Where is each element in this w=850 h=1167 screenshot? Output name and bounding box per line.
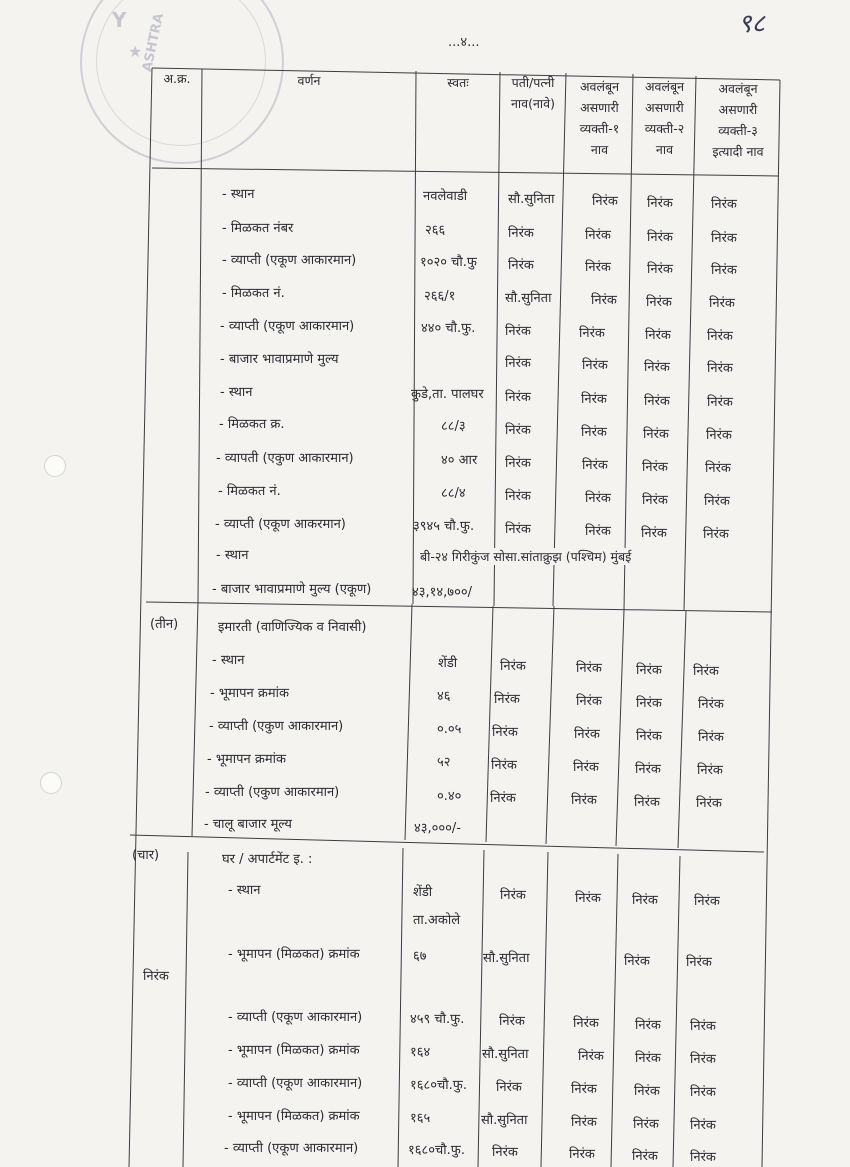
sec4-row-3-dep3: निरंक bbox=[690, 1019, 716, 1034]
sec2-row-5-dep1: निरंक bbox=[579, 326, 605, 341]
sec2-row-5-desc: - व्याप्ती (एकूण आकारमान) bbox=[220, 319, 355, 334]
sec2-row-11-spouse: निरंक bbox=[505, 522, 531, 537]
col-header-spouse: पती/पत्नी नाव(नावे) bbox=[510, 75, 555, 111]
sec3-row-6-self: ४३,०००/- bbox=[414, 821, 462, 836]
sec4-row-4-dep3: निरंक bbox=[690, 1052, 716, 1067]
sec3-row-3-desc: - व्याप्ती (एकुण आकारमान) bbox=[209, 719, 344, 734]
sec4-row-1-spouse: निरंक bbox=[500, 888, 526, 903]
sec4-row-3-dep2: निरंक bbox=[635, 1018, 661, 1033]
sec2-row-5-spouse: निरंक bbox=[505, 324, 531, 339]
sec4-row-6-desc: - भूमापन (मिळकत) क्रमांक bbox=[228, 1109, 360, 1124]
sec3-row-5-dep2: निरंक bbox=[634, 795, 660, 810]
sec3-row-5-dep1: निरंक bbox=[571, 793, 597, 808]
sec2-row-4-desc: - मिळकत नं. bbox=[222, 286, 285, 301]
sec2-row-6-dep1: निरंक bbox=[582, 358, 608, 373]
sec2-row-8-self: ८८/३ bbox=[441, 419, 466, 434]
sec4-row-7-dep1: निरंक bbox=[569, 1147, 595, 1162]
sec4-row-4-self: १६४ bbox=[410, 1045, 431, 1060]
sec2-row-4-dep1: निरंक bbox=[591, 293, 617, 308]
sec2-row-4-self: २६६/१ bbox=[424, 289, 456, 304]
sec3-row-2-dep1: निरंक bbox=[576, 694, 602, 709]
sec2-row-12-self: बी-२४ गिरीकुंज सोसा.सांताक्रुझ (पश्चिम) मुंबई bbox=[420, 549, 632, 564]
sec4-row-1-dep1: निरंक bbox=[575, 891, 601, 906]
sec2-row-2-desc: - मिळकत नंबर bbox=[222, 221, 294, 236]
sec2-row-9-dep3: निरंक bbox=[705, 461, 731, 476]
sec4-row-5-spouse: निरंक bbox=[496, 1080, 522, 1095]
sec4-row-5-dep1: निरंक bbox=[571, 1082, 597, 1097]
sec3-row-3-dep1: निरंक bbox=[574, 727, 600, 742]
sec2-row-1-desc: - स्थान bbox=[222, 187, 255, 202]
sec2-row-3-self: १०२० चौ.फु bbox=[420, 255, 477, 270]
sec4-row-6-dep1: निरंक bbox=[571, 1115, 597, 1130]
sec4-row-7-spouse: निरंक bbox=[492, 1145, 518, 1160]
sec3-row-1-dep3: निरंक bbox=[693, 664, 719, 679]
sec4-row-1-desc: - स्थान bbox=[228, 883, 261, 898]
sec2-row-7-dep1: निरंक bbox=[581, 392, 607, 407]
sec4-row-2-self: ६७ bbox=[413, 949, 427, 964]
sec2-row-2-dep3: निरंक bbox=[711, 231, 737, 246]
sec3-row-4-desc: - भूमापन क्रमांक bbox=[207, 752, 286, 767]
sec4-row-2-dep3: निरंक bbox=[686, 955, 712, 970]
sec3-row-1-dep2: निरंक bbox=[636, 663, 662, 678]
col-header-serial: अ.क्र. bbox=[163, 71, 191, 86]
sec2-row-10-dep2: निरंक bbox=[642, 493, 668, 508]
sec4-row-1-self-line2: ता.अकोले bbox=[413, 913, 461, 928]
sec3-row-3-self: ०.०५ bbox=[437, 722, 462, 737]
sec2-row-13-self: ४३,१४,७००/ bbox=[412, 585, 472, 600]
sec4-row-3-dep1: निरंक bbox=[573, 1016, 599, 1031]
sec2-row-10-dep1: निरंक bbox=[585, 491, 611, 506]
sec4-row-5-self: १६८०चौ.फु. bbox=[410, 1078, 467, 1093]
sec2-row-11-dep1: निरंक bbox=[585, 524, 611, 539]
sec3-row-2-spouse: निरंक bbox=[494, 692, 520, 707]
sec3-row-4-dep3: निरंक bbox=[697, 763, 723, 778]
sec3-row-5-self: ०.४० bbox=[437, 789, 462, 804]
sec3-row-4-dep2: निरंक bbox=[635, 762, 661, 777]
sec3-row-1-dep1: निरंक bbox=[576, 661, 602, 676]
sec2-row-7-self: कुडे,ता. पालघर bbox=[411, 387, 484, 402]
sec2-row-1-spouse: सौ.सुनिता bbox=[508, 192, 555, 207]
sec2-row-1-dep1: निरंक bbox=[592, 194, 618, 209]
sec3-row-1-self: शेंडी bbox=[438, 656, 458, 671]
sec2-row-1-dep2: निरंक bbox=[647, 196, 673, 211]
sec2-row-6-spouse: निरंक bbox=[505, 356, 531, 371]
sec2-row-3-spouse: निरंक bbox=[508, 258, 534, 273]
sec4-row-5-dep3: निरंक bbox=[690, 1085, 716, 1100]
sec2-row-8-spouse: निरंक bbox=[505, 423, 531, 438]
sec2-row-7-spouse: निरंक bbox=[505, 390, 531, 405]
sec3-number: (तीन) bbox=[150, 617, 179, 632]
sec2-row-9-dep2: निरंक bbox=[642, 460, 668, 475]
sec2-row-11-dep2: निरंक bbox=[641, 526, 667, 541]
sec2-row-8-dep3: निरंक bbox=[706, 428, 732, 443]
sec2-row-9-self: ४० आर bbox=[441, 453, 478, 468]
sec2-row-4-spouse: सौ.सुनिता bbox=[505, 291, 552, 306]
col-header-dependent-2: अवलंबून असणारी व्यक्ती-२ नाव bbox=[644, 79, 685, 157]
col-header-description: वर्णन bbox=[297, 73, 321, 88]
page-number: ...४... bbox=[448, 35, 480, 50]
sec2-row-5-self: ४४० चौ.फु. bbox=[421, 321, 476, 336]
sec3-row-3-dep2: निरंक bbox=[636, 729, 662, 744]
sec4-number: (चार) bbox=[132, 848, 160, 863]
sec3-row-4-dep1: निरंक bbox=[573, 760, 599, 775]
sec2-row-3-dep1: निरंक bbox=[585, 260, 611, 275]
sec4-title: घर / अपार्टमेंट इ. : bbox=[222, 852, 313, 867]
sec2-row-11-desc: - व्याप्ती (एकूण आकरमान) bbox=[215, 517, 346, 532]
sec2-row-9-dep1: निरंक bbox=[582, 458, 608, 473]
sec3-row-5-desc: - व्याप्ती (एकुण आकारमान) bbox=[205, 785, 340, 800]
seal-star-icon: ★ bbox=[128, 42, 143, 61]
sec2-row-11-dep3: निरंक bbox=[703, 527, 729, 542]
sec4-row-1-dep3: निरंक bbox=[694, 894, 720, 909]
sec3-row-3-dep3: निरंक bbox=[698, 730, 724, 745]
sec3-row-5-dep3: निरंक bbox=[696, 796, 722, 811]
seal-text: ASHTRA bbox=[140, 12, 167, 74]
sec4-row-3-self: ४५९ चौ.फु. bbox=[410, 1012, 465, 1027]
sec2-row-10-dep3: निरंक bbox=[704, 494, 730, 509]
sec2-row-6-desc: - बाजार भावाप्रमाणे मुल्य bbox=[220, 352, 339, 367]
sec2-row-2-dep2: निरंक bbox=[647, 230, 673, 245]
sec4-row-6-spouse: सौ.सुनिता bbox=[481, 1113, 528, 1128]
sec4-row-4-dep2: निरंक bbox=[635, 1051, 661, 1066]
sec3-row-1-spouse: निरंक bbox=[500, 659, 526, 674]
sec2-row-8-desc: - मिळकत क्र. bbox=[219, 417, 285, 432]
sec4-row-1-self: शेंडी bbox=[413, 885, 433, 900]
sec2-row-13-desc: - बाजार भावाप्रमाणे मुल्य (एकूण) bbox=[212, 582, 372, 597]
sec2-row-5-dep3: निरंक bbox=[707, 329, 733, 344]
sec2-row-9-desc: - व्यापती (एकुण आकारमान) bbox=[216, 451, 354, 466]
sec4-row-6-dep3: निरंक bbox=[690, 1118, 716, 1133]
sec4-row-3-desc: - व्याप्ती (एकूण आकारमान) bbox=[228, 1010, 363, 1025]
sec3-row-4-self: ५२ bbox=[437, 755, 451, 770]
sec2-row-11-self: ३९४५ चौ.फु. bbox=[413, 519, 475, 534]
sec2-row-7-desc: - स्थान bbox=[220, 385, 253, 400]
sec2-row-1-dep3: निरंक bbox=[711, 197, 737, 212]
sec3-row-4-spouse: निरंक bbox=[491, 758, 517, 773]
sec2-row-10-desc: - मिळकत नं. bbox=[218, 484, 281, 499]
sec2-row-9-spouse: निरंक bbox=[505, 456, 531, 471]
sec4-row-2-dep2: निरंक bbox=[624, 954, 650, 969]
sec4-row-7-self: १६८०चौ.फु. bbox=[408, 1143, 465, 1158]
sec2-row-2-dep1: निरंक bbox=[585, 228, 611, 243]
sec2-row-1-self: नवलेवाडी bbox=[423, 189, 468, 204]
sec3-row-5-spouse: निरंक bbox=[490, 791, 516, 806]
sec2-row-3-dep2: निरंक bbox=[647, 262, 673, 277]
col-header-self: स्वतः bbox=[447, 75, 469, 90]
sec2-row-5-dep2: निरंक bbox=[645, 328, 671, 343]
sec3-row-2-desc: - भूमापन क्रमांक bbox=[210, 686, 289, 701]
sec2-row-10-self: ८८/४ bbox=[441, 486, 466, 501]
sec4-row-7-dep2: निरंक bbox=[632, 1149, 658, 1164]
sec4-row-6-self: १६५ bbox=[410, 1111, 431, 1126]
sec3-row-1-desc: - स्थान bbox=[212, 653, 245, 668]
sec4-row-6-dep2: निरंक bbox=[633, 1117, 659, 1132]
col-header-dependent-1: अवलंबून असणारी व्यक्ती-१ नाव bbox=[579, 79, 620, 157]
sec2-row-3-desc: - व्याप्ती (एकूण आकारमान) bbox=[222, 253, 357, 268]
sec4-row-2-spouse: सौ.सुनिता bbox=[483, 951, 530, 966]
sec4-side-note: निरंक bbox=[143, 969, 169, 984]
sec3-row-3-spouse: निरंक bbox=[492, 725, 518, 740]
sec4-row-4-desc: - भूमापन (मिळकत) क्रमांक bbox=[228, 1043, 360, 1058]
sec4-row-5-dep2: निरंक bbox=[634, 1084, 660, 1099]
handwritten-page-number: ९८ bbox=[738, 9, 766, 39]
sec2-row-6-dep2: निरंक bbox=[644, 360, 670, 375]
sec2-row-3-dep3: निरंक bbox=[711, 263, 737, 278]
sec2-row-8-dep2: निरंक bbox=[643, 427, 669, 442]
sec2-row-2-self: २६६ bbox=[425, 223, 446, 238]
sec2-row-6-dep3: निरंक bbox=[707, 361, 733, 376]
sec4-row-7-dep3: निरंक bbox=[690, 1150, 716, 1165]
sec4-row-3-spouse: निरंक bbox=[499, 1014, 525, 1029]
sec3-row-2-dep3: निरंक bbox=[698, 697, 724, 712]
sec4-row-4-dep1: निरंक bbox=[578, 1049, 604, 1064]
sec3-row-6-desc: - चालू बाजार मूल्य bbox=[204, 817, 292, 832]
sec2-row-7-dep2: निरंक bbox=[644, 394, 670, 409]
sec2-row-2-spouse: निरंक bbox=[508, 226, 534, 241]
sec2-row-10-spouse: निरंक bbox=[505, 489, 531, 504]
sec4-row-4-spouse: सौ.सुनिता bbox=[482, 1047, 529, 1062]
sec3-row-2-self: ४६ bbox=[437, 689, 451, 704]
sec2-row-4-dep3: निरंक bbox=[709, 296, 735, 311]
sec2-row-4-dep2: निरंक bbox=[646, 295, 672, 310]
sec2-row-8-dep1: निरंक bbox=[581, 425, 607, 440]
sec4-row-7-desc: - व्याप्ती (एकूण आकारमान) bbox=[224, 1141, 359, 1156]
sec4-row-2-desc: - भूमापन (मिळकत) क्रमांक bbox=[228, 947, 360, 962]
sec4-row-5-desc: - व्याप्ती (एकूण आकारमान) bbox=[228, 1076, 363, 1091]
sec2-row-12-desc: - स्थान bbox=[216, 548, 249, 563]
sec3-title: इमारती (वाणिज्यिक व निवासी) bbox=[218, 620, 367, 635]
sec4-row-1-dep2: निरंक bbox=[632, 893, 658, 908]
seal-letter: Y bbox=[112, 8, 127, 32]
sec3-row-2-dep2: निरंक bbox=[636, 696, 662, 711]
sec2-row-7-dep3: निरंक bbox=[707, 395, 733, 410]
col-header-dependent-3: अवलंबून असणारी व्यक्ती-३ इत्यादी नाव bbox=[712, 81, 764, 159]
